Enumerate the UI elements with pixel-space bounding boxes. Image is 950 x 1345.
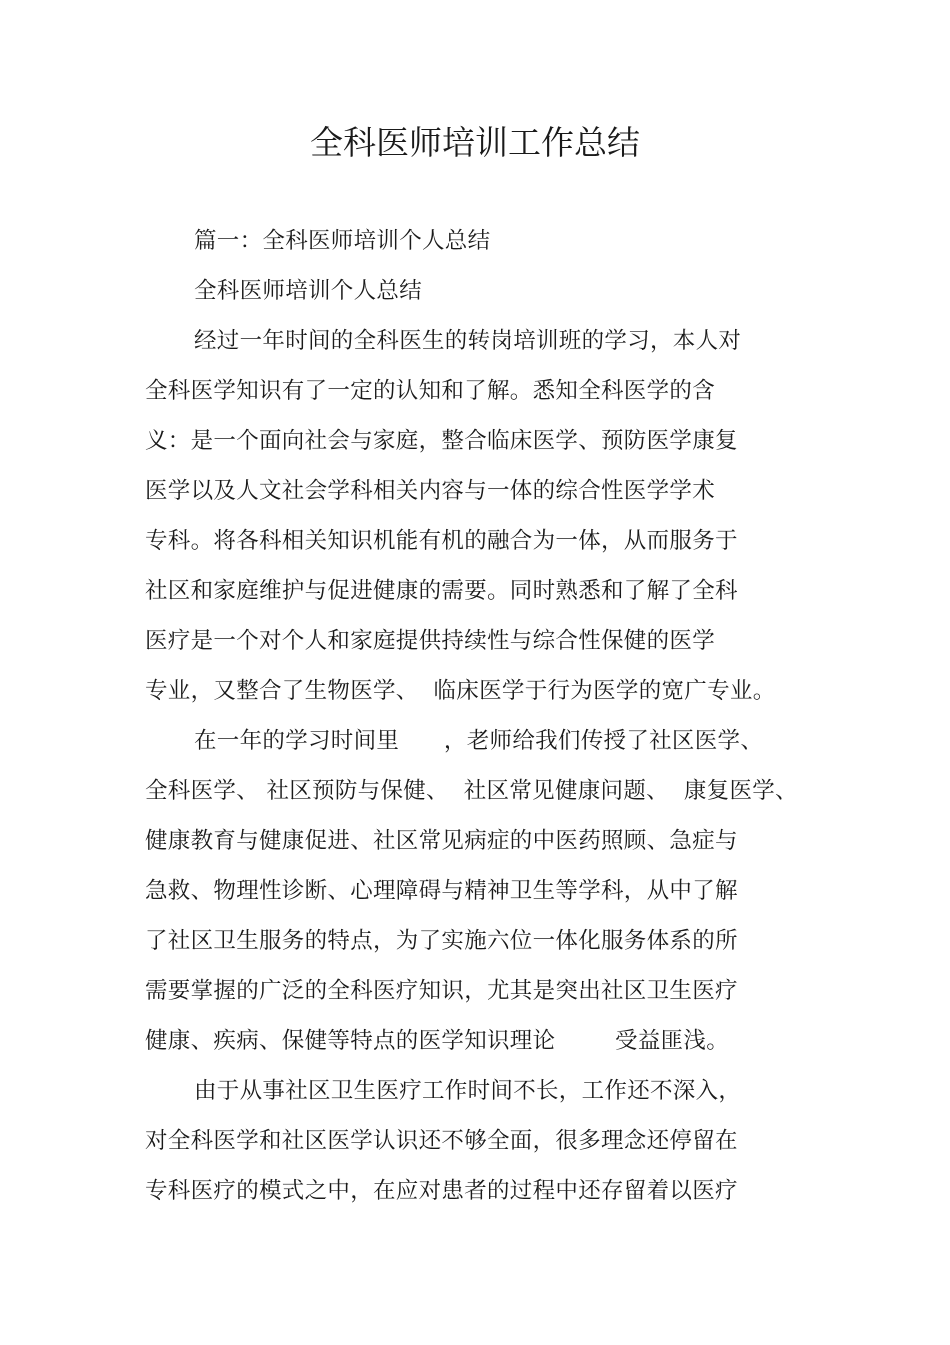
- paragraph-line: 医疗是一个对个人和家庭提供持续性与综合性保健的医学: [145, 628, 716, 654]
- paragraph-line: 需要掌握的广泛的全科医疗知识，尤其是突出社区卫生医疗: [145, 978, 738, 1004]
- paragraph-line: 在一年的学习时间里 ，老师给我们传授了社区医学、: [194, 728, 764, 754]
- paragraph-line: 义：是一个面向社会与家庭，整合临床医学、预防医学康复: [145, 428, 738, 454]
- paragraph-line: 对全科医学和社区医学认识还不够全面，很多理念还停留在: [145, 1128, 738, 1154]
- paragraph-line: 医学以及人文社会学科相关内容与一体的综合性医学学术: [145, 478, 716, 504]
- paragraph-line: 由于从事社区卫生医疗工作时间不长，工作还不深入，: [194, 1078, 742, 1104]
- paragraph-line: 健康、疾病、保健等特点的医学知识理论 受益匪浅。: [145, 1028, 730, 1054]
- paragraph-line: 经过一年时间的全科医生的转岗培训班的学习，本人对: [194, 328, 742, 354]
- paragraph-line: 了社区卫生服务的特点，为了实施六位一体化服务体系的所: [145, 928, 738, 954]
- document-title: 全科医师培训工作总结: [310, 123, 640, 162]
- paragraph-line: 专业，又整合了生物医学、 临床医学于行为医学的宽广专业。: [145, 678, 776, 704]
- paragraph-line: 急救、物理性诊断、心理障碍与精神卫生等学科，从中了解: [145, 878, 738, 904]
- subsection-heading: 全科医师培训个人总结: [194, 278, 423, 304]
- paragraph-line: 全科医学、 社区预防与保健、 社区常见健康问题、 康复医学、: [145, 778, 798, 804]
- paragraph-line: 社区和家庭维护与促进健康的需要。同时熟悉和了解了全科: [145, 578, 738, 604]
- paragraph-line: 专科医疗的模式之中，在应对患者的过程中还存留着以医疗: [145, 1178, 738, 1204]
- paragraph-line: 全科医学知识有了一定的认知和了解。悉知全科医学的含: [145, 378, 716, 404]
- section-heading: 篇一：全科医师培训个人总结: [194, 228, 491, 254]
- paragraph-line: 健康教育与健康促进、社区常见病症的中医药照顾、急症与: [145, 828, 738, 854]
- paragraph-line: 专科。将各科相关知识机能有机的融合为一体，从而服务于: [145, 528, 738, 554]
